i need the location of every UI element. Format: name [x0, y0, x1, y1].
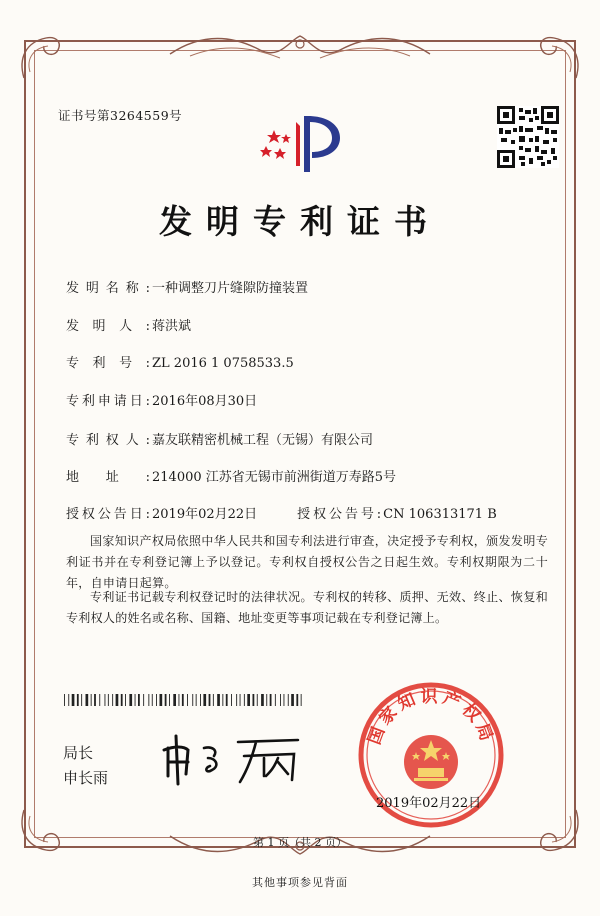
field-value: 2019年02月22日	[152, 507, 258, 522]
field-inventor	[66, 315, 191, 334]
director-title: 局长	[63, 744, 94, 762]
field-value: ZL 2016 1 0758533.5	[152, 356, 294, 371]
field-value: 嘉友联精密机械工程（无锡）有限公司	[152, 433, 374, 448]
certificate-number: 证书号第3264559号	[58, 108, 183, 123]
field-label: 发明人:	[66, 319, 150, 334]
footer-note: 其他事项参见背面	[252, 876, 348, 889]
field-grant	[66, 503, 497, 522]
field-address	[66, 466, 396, 485]
corner-ornament-bottom-left	[12, 800, 72, 860]
cnipa-logo-icon	[256, 108, 356, 178]
field-filing-date	[66, 390, 257, 409]
field-label: 发明名称:	[66, 281, 150, 296]
corner-ornament-bottom-right	[528, 800, 588, 860]
field-label: 授权公告日:	[66, 507, 150, 522]
field-invention-name	[66, 277, 308, 296]
field-label: 地址:	[66, 470, 150, 485]
qr-code	[497, 106, 559, 168]
field-label: 专利申请日:	[66, 394, 150, 409]
field-value: CN 106313171 B	[383, 507, 497, 522]
director-name: 申长雨	[63, 769, 109, 787]
director-signature	[160, 728, 310, 788]
seal-text: 国家知识产权局	[364, 686, 498, 748]
page-indicator: 第 1 页（共 2 页）	[253, 836, 347, 849]
field-value: 一种调整刀片缝隙防撞装置	[152, 281, 309, 296]
field-label: 授权公告号:	[297, 507, 382, 522]
field-label: 专利权人:	[66, 433, 150, 448]
seal-date: 2019年02月22日	[376, 796, 482, 811]
legal-status-paragraph: 专利证书记载专利权登记时的法律状况。专利权的转移、质押、无效、终止、恢复和专利权人的姓名或名称、国籍、地址变更等事项记载在专利登记簿上。	[66, 590, 548, 625]
corner-ornament-top-left	[12, 28, 72, 88]
corner-ornament-top-right	[528, 28, 588, 88]
field-patentee	[66, 429, 373, 448]
field-patent-number	[66, 352, 294, 371]
field-value: 214000 江苏省无锡市前洲街道万寿路5号	[152, 470, 397, 485]
field-label: 专利号:	[66, 356, 150, 371]
barcode	[64, 694, 304, 706]
document-title: 发明专利证书	[159, 202, 441, 241]
grant-paragraph: 国家知识产权局依照中华人民共和国专利法进行审查，决定授予专利权，颁发发明专利证书并在专利登记簿上予以登记。专利权自授权公告之日起生效。专利权期限为二十年，自申请日起算。	[66, 534, 548, 590]
field-value: 蒋洪斌	[152, 319, 192, 334]
top-ornament	[160, 30, 440, 64]
field-value: 2016年08月30日	[152, 394, 258, 409]
